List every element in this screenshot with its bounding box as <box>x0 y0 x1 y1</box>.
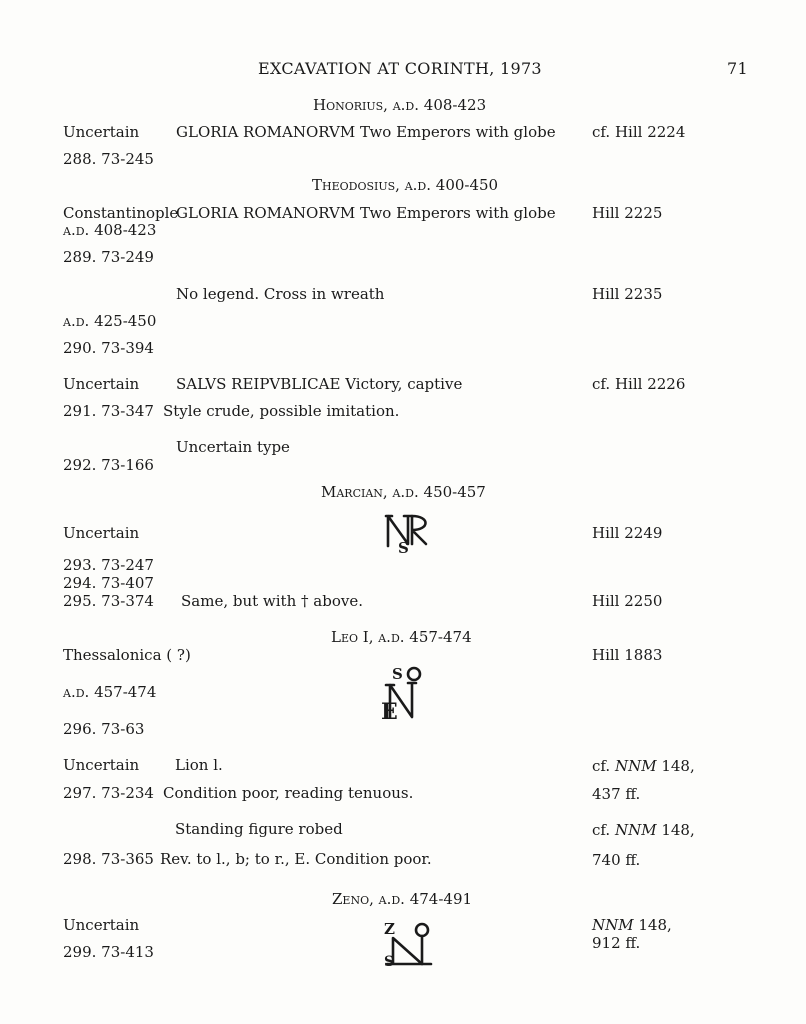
coin-entry: 297. 73-234 <box>63 784 154 802</box>
mint-uncertain: Uncertain <box>63 123 140 141</box>
reference: Hill 2225 <box>592 204 663 222</box>
leo-monogram <box>380 663 426 721</box>
coin-note: Style crude, possible imitation. <box>163 402 400 420</box>
heading-honorius: Honorius, a.d. 408-423 <box>313 96 487 114</box>
coin-entry: 290. 73-394 <box>63 339 154 357</box>
heading-theodosius: Theodosius, a.d. 400-450 <box>312 176 499 194</box>
mint-uncertain: Uncertain <box>63 524 140 542</box>
date-range: a.d. 425-450 <box>63 312 157 330</box>
coin-entry: 288. 73-245 <box>63 150 154 168</box>
svg-text:S: S <box>384 954 395 968</box>
svg-text:Z: Z <box>384 920 395 938</box>
coin-entry: 295. 73-374 <box>63 592 154 610</box>
coin-entry: 299. 73-413 <box>63 943 154 961</box>
heading-marcian: Marcian, a.d. 450-457 <box>321 483 486 501</box>
reference-pages: 437 ff. <box>592 785 641 803</box>
svg-text:S: S <box>392 665 403 683</box>
ref-prefix: cf. <box>592 821 615 839</box>
coin-entry: 296. 73-63 <box>63 720 145 738</box>
coin-entry: 298. 73-365 <box>63 850 154 868</box>
ref-number: 148, <box>633 916 672 934</box>
coin-entry: 293. 73-247 <box>63 556 154 574</box>
legend: SALVS REIPVBLICAE Victory, captive <box>176 375 463 393</box>
zeno-monogram <box>381 918 437 968</box>
svg-text:S: S <box>398 539 409 554</box>
date-range: a.d. 408-423 <box>63 221 157 239</box>
heading-zeno: Zeno, a.d. 474-491 <box>332 890 473 908</box>
reference <box>592 916 672 934</box>
coin-entry: 289. 73-249 <box>63 248 154 266</box>
ref-prefix: cf. <box>592 757 615 775</box>
ref-catalog: NNM <box>614 821 657 839</box>
coin-note: Same, but with † above. <box>181 592 363 610</box>
coin-entry: 294. 73-407 <box>63 574 154 592</box>
reference: Hill 1883 <box>592 646 663 664</box>
reference: Hill 2235 <box>592 285 663 303</box>
mint-uncertain: Uncertain <box>63 916 140 934</box>
reference-pages: 912 ff. <box>592 934 641 952</box>
legend: Lion l. <box>175 756 223 774</box>
reference: cf. Hill 2224 <box>592 123 686 141</box>
mint-uncertain: Uncertain <box>63 375 140 393</box>
legend: No legend. Cross in wreath <box>176 285 385 303</box>
heading-leo: Leo I, a.d. 457-474 <box>331 628 472 646</box>
coin-note: Condition poor, reading tenuous. <box>163 784 414 802</box>
legend: GLORIA ROMANORVM Two Emperors with globe <box>176 123 556 141</box>
reference <box>592 757 695 775</box>
legend: Uncertain type <box>176 438 290 456</box>
reference: Hill 2249 <box>592 524 663 542</box>
reference: cf. Hill 2226 <box>592 375 686 393</box>
svg-text:E: E <box>381 699 398 721</box>
mint-thessalonica: Thessalonica ( ?) <box>63 646 191 664</box>
mint-uncertain: Uncertain <box>63 756 140 774</box>
coin-entry: 291. 73-347 <box>63 402 154 420</box>
coin-note: Rev. to l., b; to r., E. Condition poor. <box>160 850 432 868</box>
running-title: EXCAVATION AT CORINTH, 1973 <box>258 59 542 78</box>
mint-constantinople: Constantinople <box>63 204 179 222</box>
ref-number: 148, <box>656 757 695 775</box>
ref-catalog: NNM <box>592 916 634 934</box>
legend: GLORIA ROMANORVM Two Emperors with globe <box>176 204 556 222</box>
ref-catalog: NNM <box>614 757 657 775</box>
date-range: a.d. 457-474 <box>63 683 157 701</box>
page-number: 71 <box>727 59 748 78</box>
legend: Standing figure robed <box>175 820 343 838</box>
ref-number: 148, <box>656 821 695 839</box>
coin-entry: 292. 73-166 <box>63 456 154 474</box>
reference <box>592 821 695 839</box>
reference-pages: 740 ff. <box>592 851 641 869</box>
reference: Hill 2250 <box>592 592 663 610</box>
marcian-monogram <box>382 510 436 554</box>
